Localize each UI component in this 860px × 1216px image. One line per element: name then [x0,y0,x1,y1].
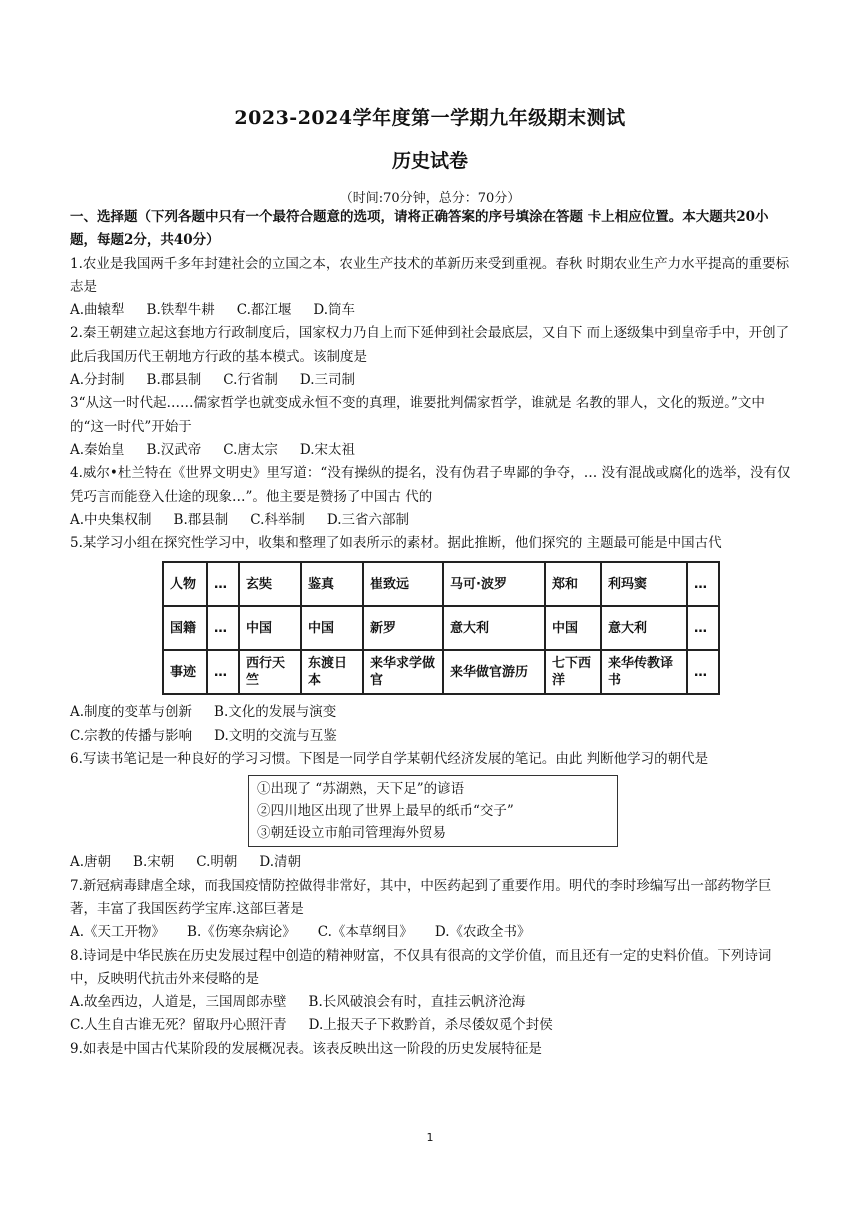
option-a: A.唐朝 [70,854,112,871]
section-heading: 一、选择题（下列各题中只有一个最符合题意的选项，请将正确答案的序号填涂在答题 卡上相应位置。本大题共20小题，每题2分，共40分） [70,209,769,249]
note-item: ③朝廷设立市舶司管理海外贸易 [257,825,446,842]
question-3-options [70,439,794,462]
page-number: 1 [426,1131,434,1144]
option-b: B.长风破浪会有时，直挂云帆济沧海 [308,994,526,1011]
question-1-options [70,299,794,322]
question-3-stem: 3“从这一时代起……儒家哲学也就变成永恒不变的真理，谁要批判儒家哲学，谁就是 名教的罪人，文化的叛逆。”文中的“这一时代”开始于 [70,395,765,435]
table-cell: 中国 [239,606,301,650]
question-6-options [70,851,794,874]
option-c: C.《本草纲目》 [317,924,413,941]
option-d: D.文明的交流与互鉴 [214,727,337,744]
row-header: 国籍 [163,606,207,650]
table-cell: 来华传教译书 [601,650,687,694]
option-b: B.宋朝 [133,854,175,871]
option-d: D.清朝 [259,854,302,871]
question-4-options [70,509,794,532]
table-cell: 利玛窦 [601,562,687,606]
table-cell: 中国 [545,606,601,650]
ellipsis-cell: … [687,650,719,694]
question-7-options [70,921,794,944]
option-b: B.郡县制 [173,511,229,528]
note-item: ①出现了 “苏湖熟，天下足”的谚语 [257,781,465,798]
question-5-stem: 5.某学习小组在探究性学习中，收集和整理了如表所示的素材。据此推断，他们探究的 主题最可能是中国古代 [70,535,722,552]
option-c: C.唐太宗 [223,441,278,458]
question-1-stem: 1.农业是我国两千多年封建社会的立国之本，农业生产技术的革新历来受到重视。春秋 时期农业生产力水平提高的重要标志是 [70,255,790,295]
option-b: B.《伤寒杂病论》 [187,924,296,941]
option-d: D.宋太祖 [299,441,356,458]
table-cell: 玄奘 [239,562,301,606]
option-a: A.制度的变革与创新 [70,704,193,721]
question-8-options-line2 [70,1014,794,1037]
row-header: 事迹 [163,650,207,694]
ellipsis-cell: … [207,606,239,650]
question-4-stem: 4.威尔•杜兰特在《世界文明史》里写道：“没有操纵的提名，没有伪君子卑鄙的争夺，… 没有混战或腐化的选举，没有仅凭巧言而能登入仕途的现象…”。他主要是赞扬了中国古 代的 [70,465,791,505]
option-d: D.三司制 [299,372,356,389]
table-cell: 意大利 [601,606,687,650]
table-cell: 东渡日本 [301,650,363,694]
exam-content [70,206,794,1061]
table-row [163,650,719,694]
table-cell: 七下西洋 [545,650,601,694]
option-b: B.汉武帝 [146,441,202,458]
question-5-options-line2 [70,725,794,748]
option-b: B.郡县制 [146,372,202,389]
ellipsis-cell: … [207,650,239,694]
question-8-options-line1 [70,991,794,1014]
option-d: D.上报天子下救黔首，杀尽倭奴觅个封侯 [308,1017,553,1034]
option-d: D.三省六部制 [326,511,410,528]
ellipsis-cell: … [687,606,719,650]
table-row [163,606,719,650]
option-c: C.科举制 [250,511,305,528]
question-8-stem: 8.诗词是中华民族在历史发展过程中创造的精神财富，不仅具有很高的文学价值，而且还有一定的史料价值。下列诗词中，反映明代抗击外来侵略的是 [70,947,772,987]
option-c: C.行省制 [223,372,278,389]
row-header: 人物 [163,562,207,606]
table-cell: 郑和 [545,562,601,606]
option-d: D.筒车 [313,302,356,319]
note-item: ②四川地区出现了世界上最早的纸币“交子” [257,803,514,820]
option-a: A.曲辕犁 [70,302,125,319]
table-cell: 西行天竺 [239,650,301,694]
question-2-options [70,369,794,392]
ellipsis-cell: … [207,562,239,606]
option-a: A.分封制 [70,372,125,389]
option-c: C.明朝 [196,854,238,871]
question-5-table [162,561,720,695]
exam-time-info: （时间:70分钟，总分：70分） [339,191,521,206]
option-b: B.铁犁牛耕 [146,302,215,319]
table-cell: 新罗 [363,606,443,650]
table-cell: 意大利 [443,606,545,650]
option-c: C.人生自古谁无死？留取丹心照汗青 [70,1017,287,1034]
question-6-stem: 6.写读书笔记是一种良好的学习习惯。下图是一同学自学某朝代经济发展的笔记。由此 判断他学习的朝代是 [70,751,709,768]
table-row [163,562,719,606]
option-c: C.宗教的传播与影响 [70,727,193,744]
table-cell: 中国 [301,606,363,650]
table-cell: 鉴真 [301,562,363,606]
question-7-stem: 7.新冠病毒肆虐全球，而我国疫情防控做得非常好，其中，中医药起到了重要作用。明代的李时珍编写出一部药物学巨著，丰富了我国医药学宝库.这部巨著是 [70,877,772,917]
option-b: B.文化的发展与演变 [214,704,337,721]
option-c: C.都江堰 [236,302,292,319]
table-cell: 来华做官游历 [443,650,545,694]
question-9-stem: 9.如表是中国古代某阶段的发展概况表。该表反映出这一阶段的历史发展特征是 [70,1040,542,1057]
option-a: A.《天工开物》 [70,924,166,941]
option-a: A.秦始皇 [70,441,125,458]
option-d: D.《农政全书》 [434,924,531,941]
question-5-options-line1 [70,701,794,724]
option-a: A.故垒西边，人道是，三国周郎赤壁 [70,994,287,1011]
ellipsis-cell: … [687,562,719,606]
table-cell: 崔致远 [363,562,443,606]
question-2-stem: 2.秦王朝建立起这套地方行政制度后，国家权力乃自上而下延伸到社会最底层，又自下 而上逐级集中到皇帝手中，开创了此后我国历代王朝地方行政的基本模式。该制度是 [70,325,790,365]
exam-title: 2023-2024学年度第一学期九年级期末测试 [234,107,626,129]
option-a: A.中央集权制 [70,511,152,528]
exam-subtitle: 历史试卷 [391,150,468,172]
table-cell: 来华求学做官 [363,650,443,694]
table-cell: 马可·波罗 [443,562,545,606]
question-6-notes-box [248,775,618,847]
